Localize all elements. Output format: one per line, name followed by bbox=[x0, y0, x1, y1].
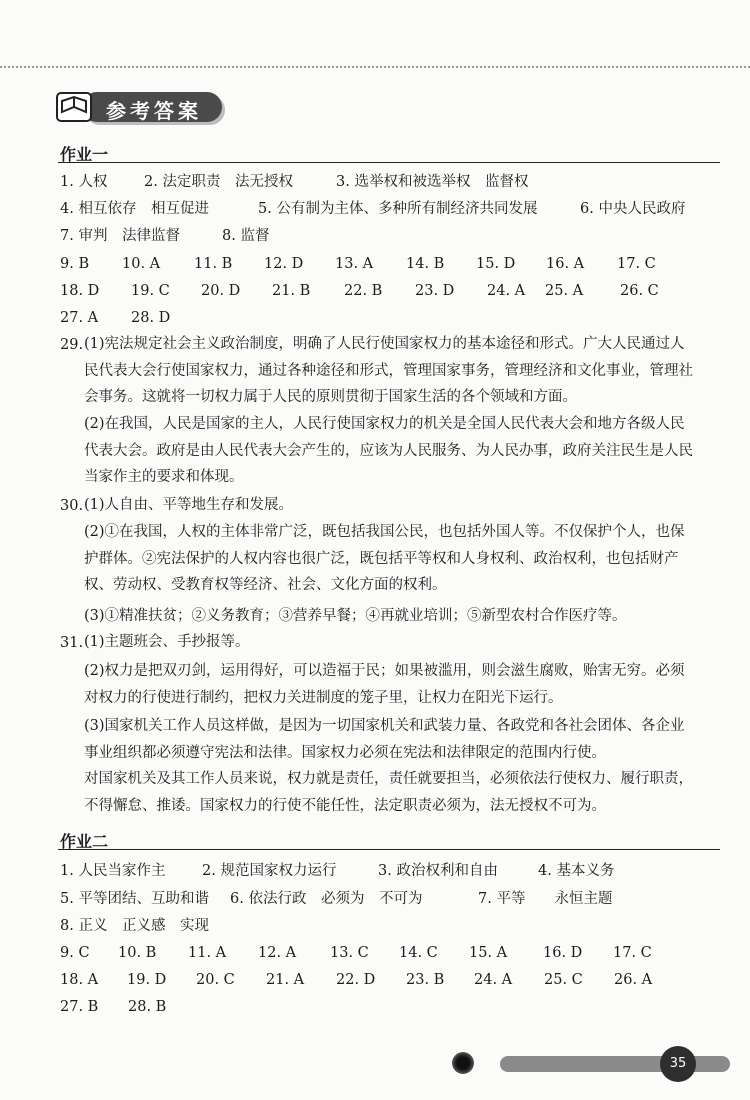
mc-answer: 21. B bbox=[272, 283, 311, 299]
mc-answer: 20. D bbox=[201, 283, 241, 299]
mc-answer: 18. A bbox=[60, 972, 99, 988]
section-heading-2: 作业二 bbox=[60, 832, 109, 851]
mc-answer: 27. B bbox=[60, 999, 99, 1015]
mc-answer: 28. B bbox=[128, 999, 167, 1015]
mc-answer: 17. C bbox=[613, 945, 652, 961]
section-heading-1: 作业一 bbox=[60, 145, 109, 164]
section-rule-2 bbox=[58, 849, 720, 850]
mc-answer: 15. D bbox=[476, 256, 516, 272]
q31-part-3: (3)国家机关工作人员这样做，是因为一切国家机关和武装力量、各政党和各社会团体、各企业事业组织都必须遵守宪法和法律。国家权力必须在宪法和法律限定的范围内行使。 bbox=[84, 718, 685, 761]
answer-2: 2. 法定职责 法无授权 bbox=[144, 174, 293, 190]
open-book-icon bbox=[56, 92, 92, 122]
answer-6: 6. 依法行政 必须为 不可为 bbox=[230, 891, 423, 907]
mc-answer: 27. A bbox=[60, 310, 99, 326]
question-number-31: 31. bbox=[60, 635, 84, 651]
mc-answer: 28. D bbox=[131, 310, 171, 326]
mc-answer: 13. A bbox=[335, 256, 374, 272]
mc-answer: 11. A bbox=[188, 945, 227, 961]
mc-answer: 9. B bbox=[60, 256, 90, 272]
mc-answer: 22. D bbox=[336, 972, 376, 988]
mc-answer: 15. A bbox=[469, 945, 508, 961]
answer-5: 5. 公有制为主体、多种所有制经济共同发展 bbox=[258, 201, 538, 217]
page-footer bbox=[440, 1042, 740, 1092]
answer-4: 4. 基本义务 bbox=[538, 863, 615, 879]
answer-2: 2. 规范国家权力运行 bbox=[202, 863, 337, 879]
q30-part-1: (1)人自由、平等地生存和发展。 bbox=[84, 497, 294, 513]
mc-answer: 16. A bbox=[546, 256, 585, 272]
answer-3: 3. 选举权和被选举权 监督权 bbox=[336, 174, 529, 190]
question-number-29: 29. bbox=[60, 337, 84, 353]
q31-part-1: (1)主题班会、手抄报等。 bbox=[84, 634, 250, 650]
mc-answer: 20. C bbox=[196, 972, 235, 988]
page-number: 35 bbox=[660, 1046, 696, 1082]
mc-answer: 25. C bbox=[544, 972, 583, 988]
mc-answer: 26. C bbox=[620, 283, 659, 299]
answer-7: 7. 审判 法律监督 bbox=[60, 228, 180, 244]
answer-7: 7. 平等 永恒主题 bbox=[478, 891, 613, 907]
answer-5: 5. 平等团结、互助和谐 bbox=[60, 891, 209, 907]
mc-answer: 12. D bbox=[264, 256, 304, 272]
q29-part-1: (1)宪法规定社会主义政治制度，明确了人民行使国家权力的基本途径和形式。广大人民通过人民代表大会行使国家权力，通过各种途径和形式，管理国家事务，管理经济和文化事业，管理社会事务。这就将一切权力属于人民的原则贯彻于国家生活的各个领域和方面。 bbox=[84, 336, 693, 405]
mc-answer: 23. D bbox=[415, 283, 455, 299]
answer-8: 8. 监督 bbox=[222, 228, 270, 244]
mc-answer: 24. A bbox=[474, 972, 513, 988]
answer-3: 3. 政治权利和自由 bbox=[378, 863, 498, 879]
section-rule-1 bbox=[58, 162, 720, 163]
answer-1: 1. 人民当家作主 bbox=[60, 863, 166, 879]
answer-6: 6. 中央人民政府 bbox=[580, 201, 686, 217]
answer-4: 4. 相互依存 相互促进 bbox=[60, 201, 209, 217]
mc-answer: 18. D bbox=[60, 283, 100, 299]
mc-answer: 9. C bbox=[60, 945, 90, 961]
mc-answer: 19. D bbox=[127, 972, 167, 988]
q31-part-4: 对国家机关及其工作人员来说，权力就是责任，责任就要担当，必须依法行使权力、履行职责，不得懈怠、推诿。国家权力的行使不能任性，法定职责必须为，法无授权不可为。 bbox=[84, 771, 693, 814]
mc-answer: 10. B bbox=[118, 945, 157, 961]
answer-1: 1. 人权 bbox=[60, 174, 108, 190]
mc-answer: 16. D bbox=[543, 945, 583, 961]
q30-part-2: (2)①在我国，人权的主体非常广泛，既包括我国公民，也包括外国人等。不仅保护个人，也保护群体。②宪法保护的人权内容也很广泛，既包括平等权和人身权利、政治权利，也包括财产权、劳动权、受教育权等经济、社会、文化方面的权利。 bbox=[84, 524, 685, 593]
dotted-divider bbox=[0, 66, 750, 68]
mc-answer: 25. A bbox=[545, 283, 584, 299]
mc-answer: 12. A bbox=[258, 945, 297, 961]
question-number-30: 30. bbox=[60, 498, 84, 514]
mc-answer: 14. C bbox=[399, 945, 438, 961]
q30-part-3: (3)①精准扶贫；②义务教育；③营养早餐；④再就业培训；⑤新型农村合作医疗等。 bbox=[84, 608, 627, 624]
mc-answer: 21. A bbox=[266, 972, 305, 988]
mc-answer: 13. C bbox=[330, 945, 369, 961]
mc-answer: 19. C bbox=[131, 283, 170, 299]
banner-title: 参考答案 bbox=[106, 99, 202, 123]
q29-part-2: (2)在我国，人民是国家的主人，人民行使国家权力的机关是全国人民代表大会和地方各级人民代表大会。政府是由人民代表大会产生的，应该为人民服务、为人民办事，政府关注民生是人民当家作主的要求和体现。 bbox=[84, 416, 693, 485]
mc-answer: 17. C bbox=[617, 256, 656, 272]
answer-key-banner bbox=[56, 90, 228, 124]
mc-answer: 14. B bbox=[406, 256, 445, 272]
mc-answer: 11. B bbox=[194, 256, 233, 272]
mc-answer: 26. A bbox=[614, 972, 653, 988]
mc-answer: 24. A bbox=[487, 283, 526, 299]
mc-answer: 10. A bbox=[122, 256, 161, 272]
q31-part-2: (2)权力是把双刃剑，运用得好，可以造福于民；如果被滥用，则会滋生腐败，贻害无穷。必须对权力的行使进行制约，把权力关进制度的笼子里，让权力在阳光下运行。 bbox=[84, 663, 685, 706]
answer-8: 8. 正义 正义感 实现 bbox=[60, 918, 209, 934]
mc-answer: 22. B bbox=[344, 283, 383, 299]
sun-ornament-icon bbox=[452, 1052, 474, 1074]
mc-answer: 23. B bbox=[406, 972, 445, 988]
